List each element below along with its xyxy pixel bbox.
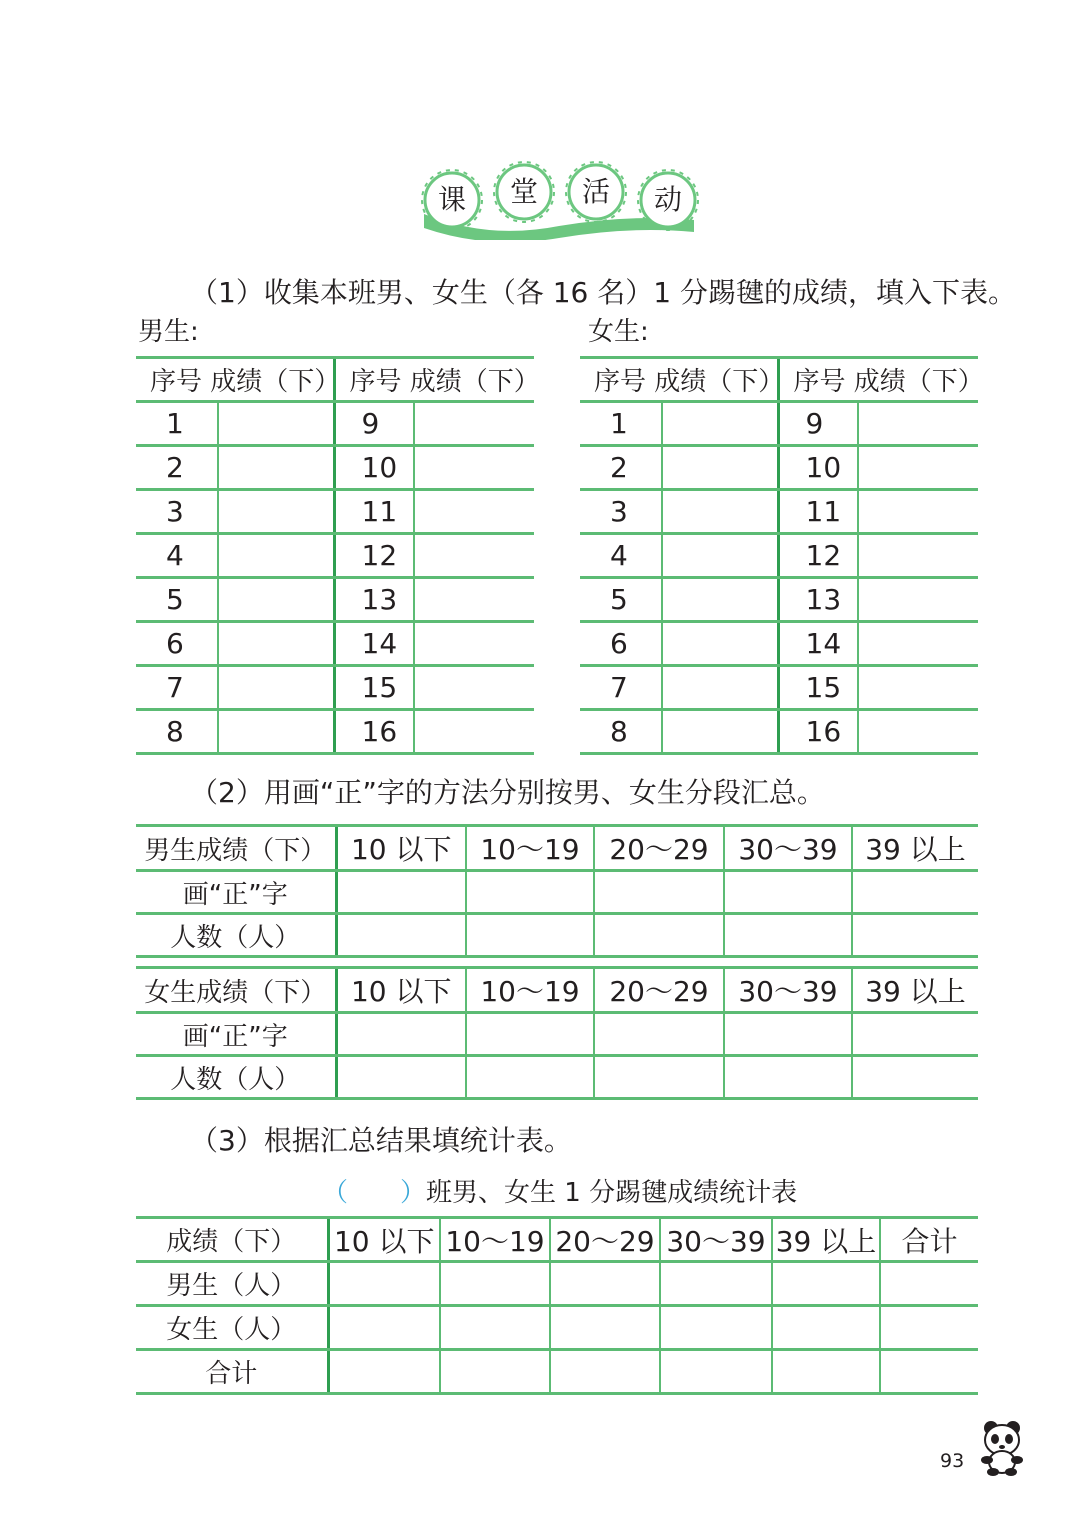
score-cell[interactable] (414, 578, 534, 622)
tally-cell[interactable] (852, 871, 978, 914)
table-row (580, 578, 978, 622)
stat-cell[interactable] (880, 1350, 978, 1394)
column-header: 10～19 (440, 1218, 550, 1262)
stat-cell[interactable] (660, 1262, 772, 1306)
row-number: 9 (334, 402, 414, 446)
stat-cell[interactable] (772, 1306, 880, 1350)
row-number: 8 (136, 710, 218, 754)
score-cell[interactable] (858, 446, 978, 490)
score-cell[interactable] (858, 710, 978, 754)
row-number: 13 (778, 578, 858, 622)
score-cell[interactable] (662, 666, 778, 710)
section2-heading: （2）用画“正”字的方法分别按男、女生分段汇总。 (190, 776, 825, 809)
row-number: 7 (580, 666, 662, 710)
stat-cell[interactable] (440, 1262, 550, 1306)
table-header-row (580, 358, 978, 402)
stat-cell[interactable] (550, 1350, 660, 1394)
row-number: 7 (136, 666, 218, 710)
table-row (136, 1306, 978, 1350)
score-cell[interactable] (218, 446, 334, 490)
range-header: 10 以下 (336, 826, 466, 871)
row-number: 11 (334, 490, 414, 534)
count-cell[interactable] (466, 1056, 594, 1099)
tally-cell[interactable] (594, 871, 724, 914)
table-header-row (136, 358, 534, 402)
row-number: 12 (778, 534, 858, 578)
row-header: 画“正”字 (136, 871, 336, 914)
row-header: 人数（人） (136, 914, 336, 957)
tally-cell[interactable] (852, 1013, 978, 1056)
score-cell[interactable] (662, 710, 778, 754)
row-number: 10 (778, 446, 858, 490)
range-header: 30～39 (724, 968, 852, 1013)
range-header: 39 以上 (852, 826, 978, 871)
row-header: 女生成绩（下） (136, 968, 336, 1013)
row-number: 14 (778, 622, 858, 666)
row-number: 14 (334, 622, 414, 666)
score-cell[interactable] (858, 622, 978, 666)
range-header: 39 以上 (852, 968, 978, 1013)
score-cell[interactable] (662, 578, 778, 622)
class-blank[interactable]: （ ） (322, 1178, 427, 1208)
score-cell[interactable] (414, 666, 534, 710)
score-cell[interactable] (414, 446, 534, 490)
row-number: 13 (334, 578, 414, 622)
row-number: 4 (136, 534, 218, 578)
column-header: 30～39 (660, 1218, 772, 1262)
score-cell[interactable] (662, 622, 778, 666)
tally-cell[interactable] (466, 1013, 594, 1056)
header-cell: 序号 成绩（下） (136, 358, 334, 402)
range-header: 10～19 (466, 826, 594, 871)
girls-summary-table (136, 966, 978, 1100)
row-header: 女生（人） (136, 1306, 328, 1350)
score-cell[interactable] (662, 490, 778, 534)
stat-table-caption (322, 1172, 797, 1209)
stat-cell[interactable] (772, 1262, 880, 1306)
score-cell[interactable] (414, 622, 534, 666)
column-header: 合计 (880, 1218, 978, 1262)
range-header: 10～19 (466, 968, 594, 1013)
table-row (136, 402, 534, 446)
score-cell[interactable] (218, 534, 334, 578)
table-header-row (136, 1218, 978, 1262)
table-row (580, 534, 978, 578)
column-header: 10 以下 (328, 1218, 440, 1262)
row-number: 2 (580, 446, 662, 490)
column-header: 39 以上 (772, 1218, 880, 1262)
score-cell[interactable] (218, 710, 334, 754)
table-row (136, 914, 978, 957)
row-number: 1 (580, 402, 662, 446)
tally-cell[interactable] (594, 1013, 724, 1056)
page-number: 93 (940, 1450, 965, 1472)
row-number: 11 (778, 490, 858, 534)
row-number: 9 (778, 402, 858, 446)
row-header: 成绩（下） (136, 1218, 328, 1262)
boys-summary-table (136, 824, 978, 958)
count-cell[interactable] (466, 914, 594, 957)
stat-cell[interactable] (880, 1262, 978, 1306)
banner-char-1: 课 (437, 183, 466, 216)
section3-heading: （3）根据汇总结果填统计表。 (190, 1124, 572, 1157)
row-header: 人数（人） (136, 1056, 336, 1099)
score-cell[interactable] (858, 490, 978, 534)
range-header: 20～29 (594, 826, 724, 871)
count-cell[interactable] (336, 1056, 466, 1099)
score-cell[interactable] (218, 402, 334, 446)
count-cell[interactable] (594, 914, 724, 957)
table-row (580, 622, 978, 666)
stat-cell[interactable] (880, 1306, 978, 1350)
boys-score-table (136, 356, 540, 755)
score-cell[interactable] (218, 622, 334, 666)
row-number: 5 (136, 578, 218, 622)
row-number: 10 (334, 446, 414, 490)
row-header: 男生（人） (136, 1262, 328, 1306)
score-cell[interactable] (858, 402, 978, 446)
table-row (136, 710, 534, 754)
section-banner (418, 158, 700, 240)
range-header: 20～29 (594, 968, 724, 1013)
count-cell[interactable] (724, 1056, 852, 1099)
score-cell[interactable] (858, 666, 978, 710)
stat-cell[interactable] (328, 1350, 440, 1394)
row-number: 2 (136, 446, 218, 490)
row-number: 5 (580, 578, 662, 622)
score-cell[interactable] (662, 446, 778, 490)
count-cell[interactable] (594, 1056, 724, 1099)
tally-cell[interactable] (724, 1013, 852, 1056)
table-row (580, 490, 978, 534)
table-row (136, 871, 978, 914)
count-cell[interactable] (724, 914, 852, 957)
stat-cell[interactable] (440, 1350, 550, 1394)
section1-heading: （1）收集本班男、女生（各 16 名）1 分踢毽的成绩，填入下表。 (190, 276, 1016, 309)
row-header: 男生成绩（下） (136, 826, 336, 871)
table-row (580, 446, 978, 490)
table-row (580, 666, 978, 710)
table-header-row (136, 968, 978, 1013)
table-row (136, 1013, 978, 1056)
caption-text: 班男、女生 1 分踢毽成绩统计表 (426, 1178, 798, 1208)
row-number: 16 (778, 710, 858, 754)
stat-cell[interactable] (660, 1306, 772, 1350)
stat-table (136, 1216, 978, 1395)
header-cell: 序号 成绩（下） (334, 358, 534, 402)
table-row (136, 490, 534, 534)
stat-cell[interactable] (440, 1306, 550, 1350)
row-header: 画“正”字 (136, 1013, 336, 1056)
range-header: 10 以下 (336, 968, 466, 1013)
tally-cell[interactable] (466, 871, 594, 914)
table-row (136, 534, 534, 578)
banner-char-2: 堂 (509, 175, 538, 208)
row-number: 3 (136, 490, 218, 534)
score-cell[interactable] (218, 490, 334, 534)
stat-cell[interactable] (772, 1350, 880, 1394)
score-cell[interactable] (858, 534, 978, 578)
stat-cell[interactable] (328, 1306, 440, 1350)
row-header: 合计 (136, 1350, 328, 1394)
table-row (136, 1056, 978, 1099)
score-cell[interactable] (414, 402, 534, 446)
row-number: 15 (778, 666, 858, 710)
score-cell[interactable] (414, 710, 534, 754)
score-cell[interactable] (218, 578, 334, 622)
table-row (580, 402, 978, 446)
table-row (136, 578, 534, 622)
score-cell[interactable] (662, 534, 778, 578)
tally-cell[interactable] (336, 871, 466, 914)
score-cell[interactable] (414, 534, 534, 578)
row-number: 15 (334, 666, 414, 710)
column-header: 20～29 (550, 1218, 660, 1262)
girls-label: 女生: (588, 317, 649, 347)
tally-cell[interactable] (724, 871, 852, 914)
row-number: 4 (580, 534, 662, 578)
banner-char-3: 活 (581, 175, 610, 208)
range-header: 30～39 (724, 826, 852, 871)
count-cell[interactable] (336, 914, 466, 957)
table-row (136, 1350, 978, 1394)
table-row (580, 710, 978, 754)
table-row (136, 666, 534, 710)
score-cell[interactable] (414, 490, 534, 534)
girls-score-table (580, 356, 984, 755)
count-cell[interactable] (852, 1056, 978, 1099)
stat-cell[interactable] (550, 1306, 660, 1350)
score-cell[interactable] (858, 578, 978, 622)
table-row (136, 622, 534, 666)
panda-icon (976, 1418, 1028, 1476)
header-cell: 序号 成绩（下） (580, 358, 778, 402)
table-header-row (136, 826, 978, 871)
row-number: 6 (136, 622, 218, 666)
row-number: 3 (580, 490, 662, 534)
stat-cell[interactable] (660, 1350, 772, 1394)
table-row (136, 446, 534, 490)
banner-char-4: 动 (653, 183, 682, 216)
table-row (136, 1262, 978, 1306)
stat-cell[interactable] (328, 1262, 440, 1306)
header-cell: 序号 成绩（下） (778, 358, 978, 402)
boys-label: 男生: (138, 317, 199, 347)
row-number: 16 (334, 710, 414, 754)
count-cell[interactable] (852, 914, 978, 957)
score-cell[interactable] (662, 402, 778, 446)
row-number: 6 (580, 622, 662, 666)
score-cell[interactable] (218, 666, 334, 710)
row-number: 8 (580, 710, 662, 754)
stat-cell[interactable] (550, 1262, 660, 1306)
tally-cell[interactable] (336, 1013, 466, 1056)
row-number: 12 (334, 534, 414, 578)
row-number: 1 (136, 402, 218, 446)
